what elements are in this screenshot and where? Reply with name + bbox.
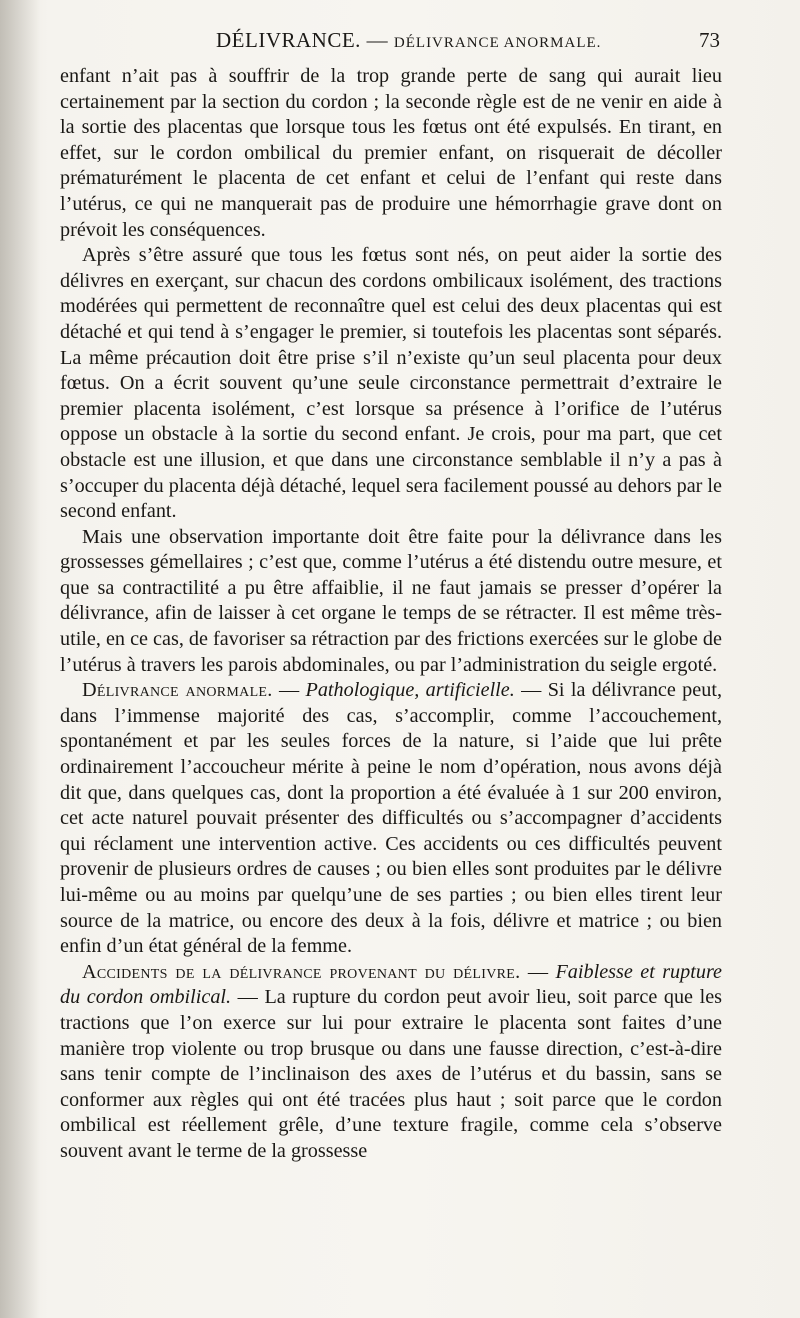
section-heading-delivrance-anormale: Délivrance anormale. [82, 679, 273, 702]
paragraph-4 [60, 678, 722, 960]
heading-dash: — [514, 679, 548, 702]
heading-dash: — [520, 960, 556, 983]
body-text [60, 64, 722, 1165]
header-title [216, 28, 601, 53]
header-title-main: DÉLIVRANCE. [216, 28, 361, 52]
header-title-sub: DÉLIVRANCE ANORMALE. [393, 35, 602, 51]
heading-dash: — [231, 986, 265, 1009]
section-subtitle: Pathologique, artificielle. [305, 679, 515, 702]
gutter-shadow [0, 0, 40, 1318]
paragraph-4-text: Si la délivrance peut, dans l’immense majorité des cas, s’accomplir, comme l’accouchement, spontanément et par les seules forces de la nature, si l’aide que lui prête ordinairement l’accoucheur mérite à peine le nom d’opération, nous avons déjà dit que, dans quelques cas, dont la proportion a été évaluée à 1 sur 200 environ, cet acte naturel pouvait présenter des difficultés ou s’accompagner d’accidents qui réclament une intervention active. Ces accidents ou ces difficultés peuvent provenir de plusieurs ordres de causes ; ou bien elles sont produites par le délivre lui-même ou au moins par quelqu’une de ses parties ; ou bien elles tirent leur source de la matrice, ou encore des deux à la fois, délivre et matrice ; ou bien enfin d’un état général de la femme. [60, 679, 722, 958]
running-header [60, 28, 720, 58]
page-number: 73 [699, 28, 720, 52]
section-heading-accidents: Accidents de la délivrance provenant du délivre. [82, 960, 521, 983]
paragraph-5-text: La rupture du cordon peut avoir lieu, soit parce que les tractions que l’on exerce sur lui pour extraire le placenta sont faites d’une manière trop violente ou trop brusque ou dans une fausse direction, c’est-à-dire sans tenir compte de l’inclinaison des axes de l’utérus et du bassin, sans se conformer aux règles qui ont été tracées plus haut ; soit parce que le cordon ombilical est réellement grêle, d’une texture fragile, comme cela s’observe souvent avant le terme de la grossesse [60, 986, 723, 1162]
paragraph-1: enfant n’ait pas à souffrir de la trop grande perte de sang qui aurait lieu certainement par la section du cordon ; la seconde règle est de ne venir en aide à la sortie des placentas que lorsque tous les fœtus ont été expulsés. En tirant, en effet, sur le cordon ombilical du premier enfant, on risquerait de décoller prématurément le placenta de cet enfant et celui de l’enfant qui reste dans l’utérus, ce qui ne manquerait pas de produire une hémorrhagie grave dont on prévoit les conséquences. [60, 65, 722, 241]
heading-dash: — [272, 679, 306, 702]
section-subtitle: Faiblesse et rupture du cordon ombilical. [60, 960, 723, 1009]
paragraph-5 [60, 960, 722, 1165]
header-dash: — [360, 28, 394, 52]
paragraph-2: Après s’être assuré que tous les fœtus sont nés, on peut aider la sortie des délivres en exerçant, sur chacun des cordons ombilicaux isolément, des tractions modérées qui permettent de reconnaître quel est celui des deux placentas qui est détaché et qui tend à s’engager le premier, si toutefois les placentas sont séparés. La même précaution doit être prise s’il n’existe qu’un seul placenta pour deux fœtus. On a écrit souvent qu’une seule circonstance permettrait d’extraire le premier placenta isolément, c’est lorsque sa présence à l’orifice de l’utérus oppose un obstacle à la sortie du second enfant. Je crois, pour ma part, que cet obstacle est une illusion, et que dans une circonstance semblable il n’y a pas à s’occuper du placenta déjà détaché, lequel sera facilement poussé au dehors par le second enfant. [60, 244, 722, 523]
paragraph-3: Mais une observation importante doit être faite pour la délivrance dans les grossesses gémellaires ; c’est que, comme l’utérus a été distendu outre mesure, et que sa contractilité a pu être affaiblie, il ne faut jamais se presser d’opérer la délivrance, afin de laisser à cet organe le temps de se rétracter. Il est même très-utile, en ce cas, de favoriser sa rétraction par des frictions exercées sur le globe de l’utérus à travers les parois abdominales, ou par l’administration du seigle ergoté. [60, 525, 722, 676]
